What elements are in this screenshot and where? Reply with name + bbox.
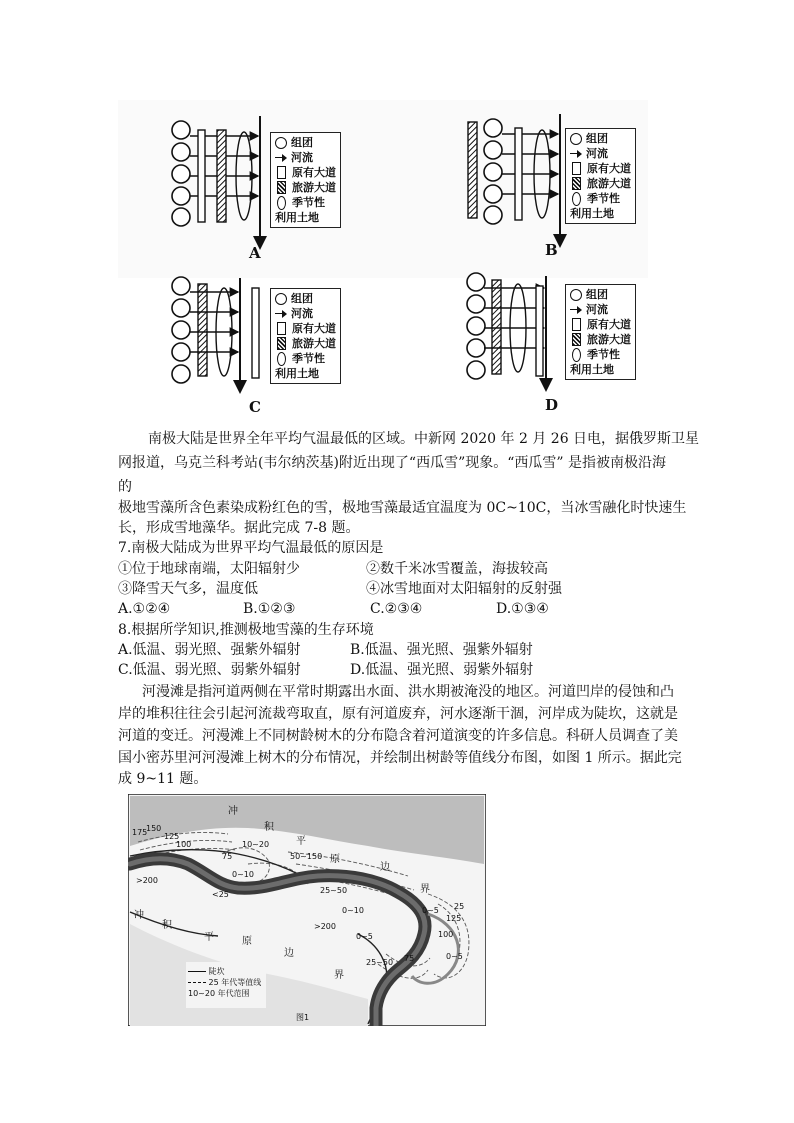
map-plain-char: 平 (296, 836, 306, 847)
q7-option-3: ③降雪天气多，温度低 (118, 581, 258, 597)
ellipse-icon (572, 192, 581, 206)
q7-option-2: ②数千米冰雪覆盖，海拔较高 (366, 561, 548, 577)
q8-choice-a: A.低温、弱光照、强紫外辐射 (118, 642, 301, 658)
passage1-line2: 网报道，乌克兰科考站(韦尔纳茨基)附近出现了“西瓜雪”现象。“西瓜雪” 是指被南极沿海 (118, 455, 667, 471)
ellipse-icon (277, 352, 286, 366)
hatch-icon (572, 177, 581, 190)
map-plain-char: 边 (284, 948, 294, 959)
legend-panel-c: 组团 河流 原有大道 旅游大道 季节性 利用土地 (270, 288, 341, 384)
panel-d-diagram (467, 273, 546, 390)
q7-option-1: ①位于地球南端，太阳辐射少 (118, 561, 300, 577)
map-plain-char: 冲 (134, 910, 144, 921)
q8-choice-d: D.低温、强光照、弱紫外辐射 (350, 662, 534, 678)
steep-bank-icon (188, 971, 206, 972)
panel-b-label: B (545, 241, 558, 259)
figure-caption: 图1 (296, 1013, 310, 1022)
rect-icon (277, 166, 286, 179)
range-label: 50~150 (290, 852, 323, 861)
range-label: 0~10 (232, 870, 254, 879)
arrow-icon (275, 309, 287, 319)
circle-icon (570, 289, 582, 301)
contour-label: 75 (222, 852, 233, 861)
arrow-icon (275, 153, 287, 163)
contour-label: 100 (438, 930, 454, 939)
passage2-line2: 岸的堆积往往会引起河流裁弯取直，原有河道废弃，河水逐渐干涸，河岸成为陡坎，这就是 (118, 706, 678, 722)
map-plain-char: 边 (380, 862, 390, 873)
range-label: 25~50 (366, 958, 394, 967)
q7-choice-c: C.②③④ (370, 601, 423, 617)
contour-label: 175 (132, 828, 148, 837)
passage2-line5: 成 9~11 题。 (118, 771, 208, 787)
range-label: 0~10 (342, 906, 364, 915)
q7-choice-d: D.①③④ (496, 601, 549, 617)
range-label: 25~50 (320, 886, 348, 895)
q8-choice-c: C.低温、弱光照、弱紫外辐射 (118, 662, 301, 678)
map-plain-char: 界 (334, 970, 344, 981)
map-plain-char: 界 (420, 884, 430, 895)
cluster-circles (172, 121, 190, 226)
map-plain-char: 原 (242, 936, 252, 947)
hatch-icon (277, 181, 286, 194)
circle-icon (275, 137, 287, 149)
ellipse-icon (572, 348, 581, 362)
arrow-icon (570, 149, 582, 159)
panel-d-label: D (545, 396, 559, 414)
passage1-line1: 南极大陆是世界全年平均气温最低的区域。中新网 2020 年 2 月 26 日电，据俄罗斯卫星 (148, 431, 700, 447)
contour-label: 125 (446, 914, 462, 923)
contour-line-icon (188, 982, 206, 983)
panel-c-label: C (249, 398, 261, 416)
passage1-line5: 长，形成雪地藻华。据此完成 7-8 题。 (118, 520, 360, 536)
range-label: >200 (314, 922, 336, 931)
map-plain-char: 冲 (228, 806, 238, 817)
legend-panel-d: 组团 河流 原有大道 旅游大道 季节性 利用土地 (565, 284, 636, 380)
passage2-line4: 国小密苏里河河漫滩上树木的分布情况，并绘制出树龄等值线分布图，如图 1 所示。据此完 (118, 750, 682, 766)
map-plain-char: 积 (264, 822, 274, 833)
legend-panel-b: 组团 河流 原有大道 旅游大道 季节性 利用土地 (565, 128, 636, 224)
range-label: <25 (212, 890, 229, 899)
map-plain-char: 平 (204, 932, 214, 943)
passage1-line4: 极地雪藻所含色素染成粉红色的雪，极地雪藻最适宜温度为 0C~10C，当冰雪融化时快速生 (118, 500, 687, 516)
range-label: 0~5 (446, 952, 463, 961)
contour-label: 125 (164, 832, 180, 841)
passage1-line3: 的 (118, 479, 132, 495)
contour-label: 150 (146, 824, 162, 833)
range-label: 0~5 (422, 906, 439, 915)
circle-icon (275, 293, 287, 305)
hatch-icon (277, 337, 286, 350)
rect-icon (572, 162, 581, 175)
legend-panel-a: 组团 河流 原有大道 旅游大道 季节性 利用土地 (270, 132, 341, 228)
range-label: 10~20 (242, 840, 270, 849)
q8-stem: 8.根据所学知识,推测极地雪藻的生存环境 (118, 622, 374, 638)
q8-choice-b: B.低温、强光照、强紫外辐射 (350, 642, 533, 658)
q7-option-4: ④冰雪地面对太阳辐射的反射强 (366, 581, 562, 597)
range-label: >200 (136, 876, 158, 885)
contour-label: 25 (454, 902, 465, 911)
map-plain-char: 原 (330, 854, 340, 865)
rect-icon (277, 322, 286, 335)
circle-icon (570, 133, 582, 145)
ellipse-icon (277, 196, 286, 210)
q7-choice-b: B.①②③ (243, 601, 296, 617)
hatch-icon (572, 333, 581, 346)
q7-choice-a: A.①②④ (118, 601, 171, 617)
panel-a-label: A (249, 244, 261, 262)
range-label: 0~5 (356, 932, 373, 941)
passage2-line1: 河漫滩是指河道两侧在平常时期露出水面、洪水期被淹没的地区。河道凹岸的侵蚀和凸 (142, 684, 674, 700)
map-labels (128, 794, 486, 1026)
rect-icon (572, 318, 581, 331)
contour-label: 75 (404, 954, 415, 963)
arrow-icon (570, 305, 582, 315)
map-plain-char: 积 (162, 920, 172, 931)
panel-c-diagram (172, 277, 259, 392)
q7-stem: 7.南极大陆成为世界平均气温最低的原因是 (118, 540, 384, 556)
passage2-line3: 河道的变迁。河漫滩上不同树龄树木的分布隐含着河道演变的许多信息。科研人员调查了美 (118, 728, 678, 744)
map-legend: 陡坎 25 年代等值线 10~20 年代范围 (188, 967, 262, 998)
contour-label: 100 (176, 840, 192, 849)
